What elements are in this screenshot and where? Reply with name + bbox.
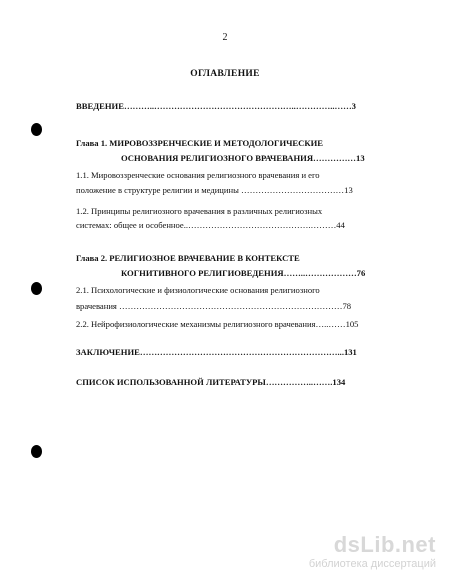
binder-hole	[31, 123, 42, 136]
watermark-subtitle: библиотека диссертаций	[308, 558, 436, 570]
toc-entry-section-1-1-line-2: положение в структуре религии и медицины ………………………………13	[76, 185, 353, 195]
toc-entry-section-2-1-line-2: врачевания ……………………………………………………………………78	[76, 301, 352, 311]
binder-hole	[31, 445, 42, 458]
toc-entry-section-2-1-line-1: 2.1. Психологические и физиологические основания религиозного	[76, 285, 320, 295]
toc-entry-section-1-2-line-1: 1.2. Принципы религиозного врачевания в различных религиозных	[76, 206, 323, 216]
watermark	[309, 534, 436, 570]
toc-entry-bibliography: СПИСОК ИСПОЛЬЗОВАННОЙ ЛИТЕРАТУРЫ……………..…….134	[76, 377, 346, 387]
toc-entry-chapter-1-line-2: ОСНОВАНИЯ РЕЛИГИОЗНОГО ВРАЧЕВАНИЯ……………13	[121, 153, 365, 163]
toc-entry-introduction: ВВЕДЕНИЕ………..…………………………………………..…………..……3	[76, 101, 356, 111]
watermark-logo: dsLib.net	[333, 532, 436, 557]
toc-entry-chapter-2-line-2: КОГНИТИВНОГО РЕЛИГИОВЕДЕНИЯ……..………………76	[121, 268, 366, 278]
toc-entry-section-1-2-line-2: системах: общее и особенное..…………………………………….………44	[76, 220, 345, 230]
toc-entry-section-2-2: 2.2. Нейрофизиологические механизмы религиозного врачевания…..……105	[76, 319, 359, 329]
binder-hole	[31, 282, 42, 295]
toc-entry-section-1-1-line-1: 1.1. Мировоззренческие основания религиозного врачевания и его	[76, 170, 320, 180]
toc-entry-chapter-1-line-1: Глава 1. МИРОВОЗЗРЕНЧЕСКИЕ И МЕТОДОЛОГИЧЕСКИЕ	[76, 138, 324, 148]
page-number: 2	[222, 32, 228, 43]
toc-title: ОГЛАВЛЕНИЕ	[190, 69, 260, 79]
toc-entry-conclusion: ЗАКЛЮЧЕНИЕ……………………………………………………………...131	[76, 347, 357, 357]
toc-entry-chapter-2-line-1: Глава 2. РЕЛИГИОЗНОЕ ВРАЧЕВАНИЕ В КОНТЕКСТЕ	[76, 253, 300, 263]
